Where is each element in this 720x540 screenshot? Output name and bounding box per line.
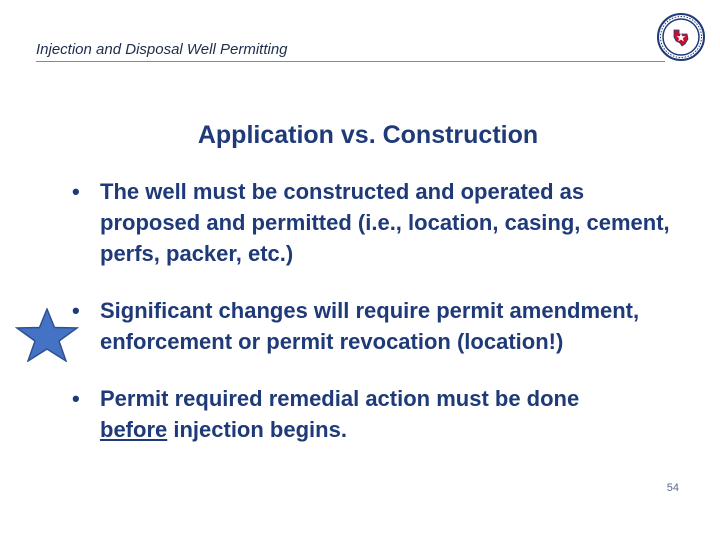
bullet-2-text: Significant changes will require permit amendment, enforcement or permit revocation (location!) xyxy=(100,298,640,354)
bullet-3-text-post: injection begins. xyxy=(167,417,347,442)
bullet-3-underlined-word: before xyxy=(100,417,168,442)
bullet-2 xyxy=(72,295,672,357)
bullet-marker: • xyxy=(72,179,80,204)
bullet-list xyxy=(72,176,672,471)
bullet-1 xyxy=(72,176,672,269)
bullet-3-text-pre: Permit required remedial action must be done xyxy=(100,386,580,411)
star-icon xyxy=(15,308,79,362)
bullet-3 xyxy=(72,383,672,445)
header-rule xyxy=(36,61,665,62)
slide-title: Application vs. Construction xyxy=(197,121,539,149)
bullet-marker: • xyxy=(72,386,80,411)
bullet-1-text: The well must be constructed and operated as proposed and permitted (i.e., location, casing, cement, perfs, packer, etc.) xyxy=(100,179,670,266)
header-title: Injection and Disposal Well Permitting xyxy=(36,41,288,58)
seal-icon xyxy=(657,13,705,61)
bullet-marker: • xyxy=(72,298,80,323)
page-number: 54 xyxy=(666,482,679,494)
